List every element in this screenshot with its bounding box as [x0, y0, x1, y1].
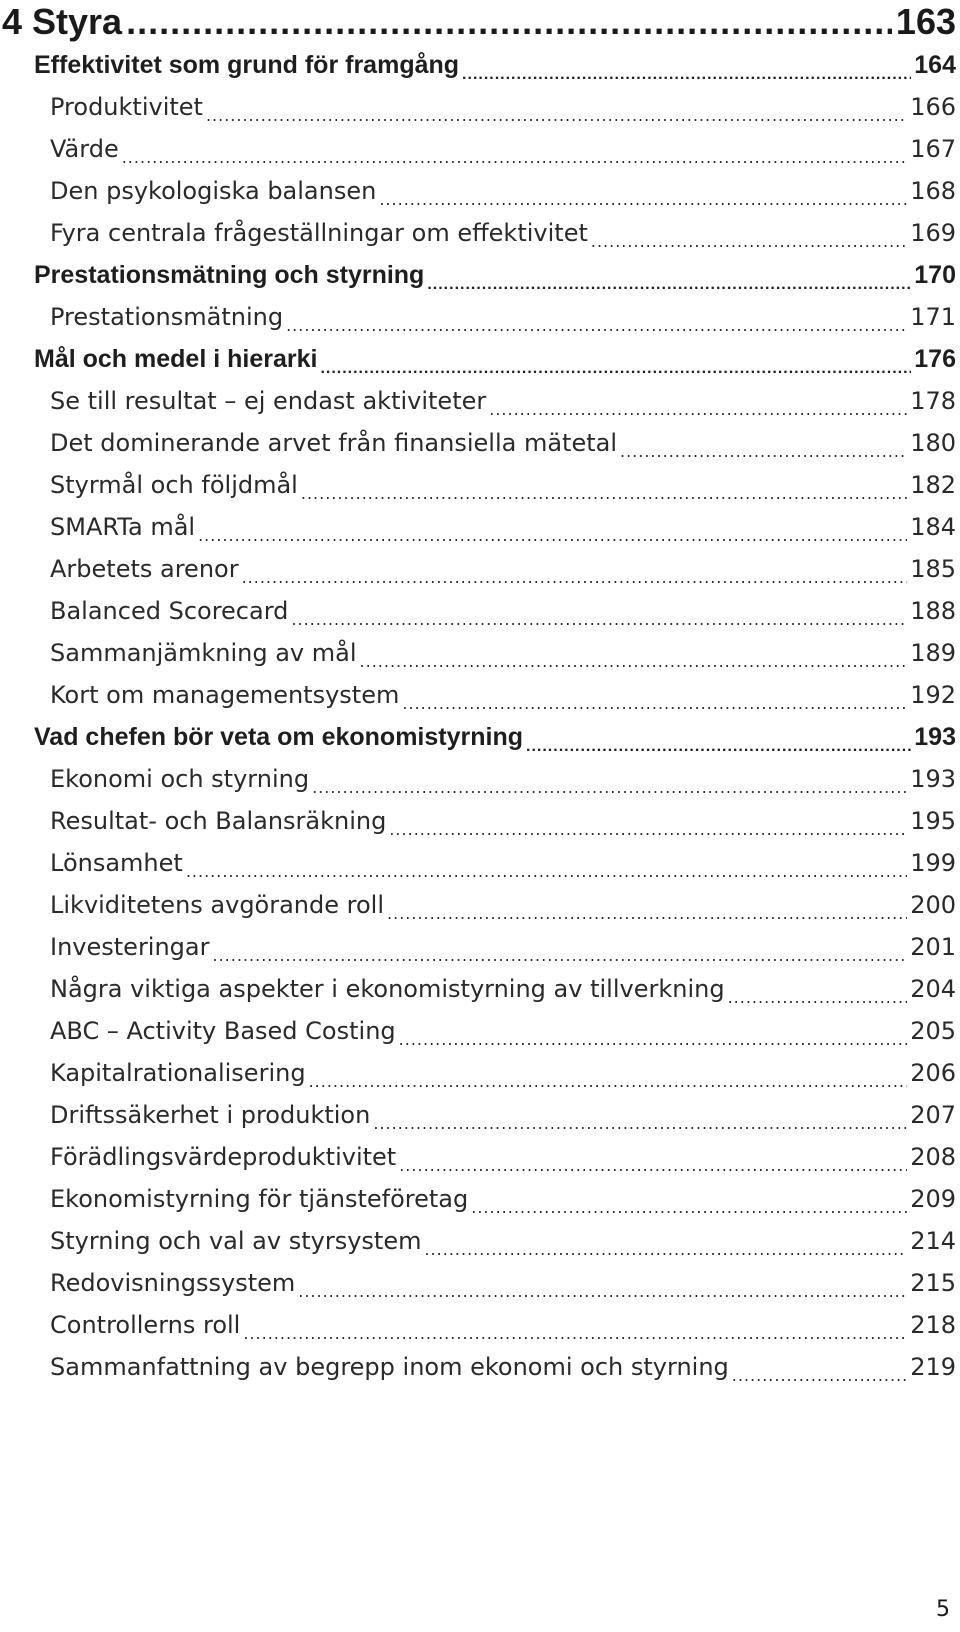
toc-subsection-entry[interactable] [0, 968, 956, 1010]
chapter-heading [2, 0, 956, 44]
dot-leader [186, 855, 907, 883]
dot-leader [471, 1191, 907, 1219]
dot-leader [379, 183, 907, 211]
entry-title: ABC – Activity Based Costing [50, 1017, 396, 1045]
entry-title: Driftssäkerhet i produktion [50, 1101, 371, 1129]
entry-title: Kapitalrationalisering [50, 1059, 306, 1087]
entry-page-number: 182 [910, 471, 956, 499]
entry-title: Ekonomistyrning för tjänsteföretag [50, 1185, 469, 1213]
dot-leader [213, 939, 908, 967]
toc-subsection-entry[interactable] [0, 1220, 956, 1262]
entry-page-number: 170 [914, 260, 956, 289]
toc-subsection-entry[interactable] [0, 1304, 956, 1346]
entry-title: Ekonomi och styrning [50, 765, 310, 793]
toc-subsection-entry[interactable] [0, 674, 956, 716]
toc-subsection-entry[interactable] [0, 1178, 956, 1220]
entry-page-number: 167 [910, 135, 956, 163]
chapter-page-number: 163 [895, 1, 956, 42]
entry-page-number: 192 [910, 681, 956, 709]
entry-title: Resultat- och Balansräkning [50, 807, 387, 835]
toc-subsection-entry[interactable] [0, 1262, 956, 1304]
toc-subsection-entry[interactable] [0, 1094, 956, 1136]
toc-subsection-entry[interactable] [0, 1052, 956, 1094]
entry-title: Vad chefen bör veta om ekonomistyrning [34, 722, 524, 751]
entry-title: SMARTa mål [50, 513, 196, 541]
toc-subsection-entry[interactable] [0, 590, 956, 632]
entry-title: Förädlingsvärdeproduktivitet [50, 1143, 397, 1171]
toc-subsection-entry[interactable] [0, 758, 956, 800]
toc-subsection-entry[interactable] [0, 170, 956, 212]
dot-leader [298, 1275, 907, 1303]
toc-subsection-entry[interactable] [0, 884, 956, 926]
page-folio: 5 [936, 1597, 950, 1622]
entry-title: Se till resultat – ej endast aktiviteter [50, 387, 487, 415]
toc-subsection-entry[interactable] [0, 212, 956, 254]
dot-leader [732, 1359, 907, 1387]
dot-leader [122, 141, 907, 169]
entry-title: Balanced Scorecard [50, 597, 289, 625]
entry-title: Lönsamhet [50, 849, 183, 877]
toc-subsection-entry[interactable] [0, 1346, 956, 1388]
dot-leader [286, 309, 907, 337]
entry-page-number: 169 [910, 219, 956, 247]
toc-section-entry[interactable] [0, 44, 956, 86]
dot-leader [620, 435, 907, 463]
toc-list [0, 44, 960, 1388]
dot-leader [389, 813, 907, 841]
entry-title: Värde [50, 135, 119, 163]
entry-page-number: 188 [910, 597, 956, 625]
dot-leader [291, 603, 907, 631]
dot-leader [243, 1317, 907, 1345]
dot-leader [126, 0, 892, 44]
entry-page-number: 204 [910, 975, 956, 1003]
toc-subsection-entry[interactable] [0, 506, 956, 548]
entry-page-number: 166 [910, 93, 956, 121]
dot-leader [489, 393, 907, 421]
toc-subsection-entry[interactable] [0, 1010, 956, 1052]
toc-section-entry[interactable] [0, 716, 956, 758]
entry-title: Controllerns roll [50, 1311, 241, 1339]
entry-title: Mål och medel i hierarki [34, 344, 318, 373]
entry-page-number: 180 [910, 429, 956, 457]
toc-subsection-entry[interactable] [0, 296, 956, 338]
entry-title: Sammanfattning av begrepp inom ekonomi och styrning [50, 1353, 729, 1381]
dot-leader [427, 267, 911, 296]
entry-page-number: 219 [910, 1353, 956, 1381]
entry-title: Det dominerande arvet från finansiella mätetal [50, 429, 617, 457]
entry-title: Fyra centrala frågeställningar om effektivitet [50, 219, 588, 247]
entry-title: Arbetets arenor [50, 555, 239, 583]
dot-leader [360, 645, 908, 673]
entry-page-number: 176 [914, 344, 956, 373]
entry-page-number: 178 [910, 387, 956, 415]
entry-page-number: 171 [910, 303, 956, 331]
entry-title: Investeringar [50, 933, 210, 961]
entry-title: Effektivitet som grund för framgång [34, 50, 460, 79]
dot-leader [206, 99, 907, 127]
entry-title: Redovisningssystem [50, 1269, 296, 1297]
dot-leader [309, 1065, 908, 1093]
entry-page-number: 207 [910, 1101, 956, 1129]
entry-page-number: 193 [914, 722, 956, 751]
entry-page-number: 199 [910, 849, 956, 877]
dot-leader [312, 771, 907, 799]
chapter-title: 4 Styra [2, 1, 123, 42]
entry-title: Prestationsmätning [50, 303, 284, 331]
entry-page-number: 208 [910, 1143, 956, 1171]
entry-page-number: 218 [910, 1311, 956, 1339]
dot-leader [320, 351, 911, 380]
toc-subsection-entry[interactable] [0, 1136, 956, 1178]
entry-title: Styrmål och följdmål [50, 471, 298, 499]
entry-page-number: 205 [910, 1017, 956, 1045]
dot-leader [462, 57, 911, 86]
dot-leader [399, 1149, 907, 1177]
entry-title: Kort om managementsystem [50, 681, 400, 709]
entry-page-number: 209 [910, 1185, 956, 1213]
dot-leader [242, 561, 908, 589]
toc-subsection-entry[interactable] [0, 128, 956, 170]
toc-subsection-entry[interactable] [0, 464, 956, 506]
entry-page-number: 189 [910, 639, 956, 667]
toc-subsection-entry[interactable] [0, 380, 956, 422]
entry-page-number: 201 [910, 933, 956, 961]
dot-leader [402, 687, 907, 715]
toc-subsection-entry[interactable] [0, 86, 956, 128]
toc-section-entry[interactable] [0, 254, 956, 296]
dot-leader [399, 1023, 908, 1051]
dot-leader [424, 1233, 907, 1261]
toc-subsection-entry[interactable] [0, 842, 956, 884]
dot-leader [728, 981, 908, 1009]
entry-title: Likviditetens avgörande roll [50, 891, 385, 919]
dot-leader [387, 897, 907, 925]
toc-subsection-entry[interactable] [0, 926, 956, 968]
entry-title: Prestationsmätning och styrning [34, 260, 425, 289]
entry-page-number: 168 [910, 177, 956, 205]
toc-subsection-entry[interactable] [0, 632, 956, 674]
entry-page-number: 215 [910, 1269, 956, 1297]
dot-leader [301, 477, 907, 505]
entry-title: Styrning och val av styrsystem [50, 1227, 422, 1255]
entry-page-number: 195 [910, 807, 956, 835]
entry-title: Den psykologiska balansen [50, 177, 377, 205]
toc-section-entry[interactable] [0, 338, 956, 380]
entry-title: Sammanjämkning av mål [50, 639, 357, 667]
dot-leader [198, 519, 907, 547]
entry-page-number: 184 [910, 513, 956, 541]
dot-leader [526, 729, 911, 758]
toc-subsection-entry[interactable] [0, 422, 956, 464]
entry-page-number: 185 [910, 555, 956, 583]
entry-title: Produktivitet [50, 93, 203, 121]
entry-title: Några viktiga aspekter i ekonomistyrning av tillverkning [50, 975, 725, 1003]
entry-page-number: 193 [910, 765, 956, 793]
entry-page-number: 200 [910, 891, 956, 919]
entry-page-number: 206 [910, 1059, 956, 1087]
entry-page-number: 164 [914, 50, 956, 79]
entry-page-number: 214 [910, 1227, 956, 1255]
toc-subsection-entry[interactable] [0, 800, 956, 842]
dot-leader [373, 1107, 907, 1135]
toc-subsection-entry[interactable] [0, 548, 956, 590]
dot-leader [591, 225, 907, 253]
